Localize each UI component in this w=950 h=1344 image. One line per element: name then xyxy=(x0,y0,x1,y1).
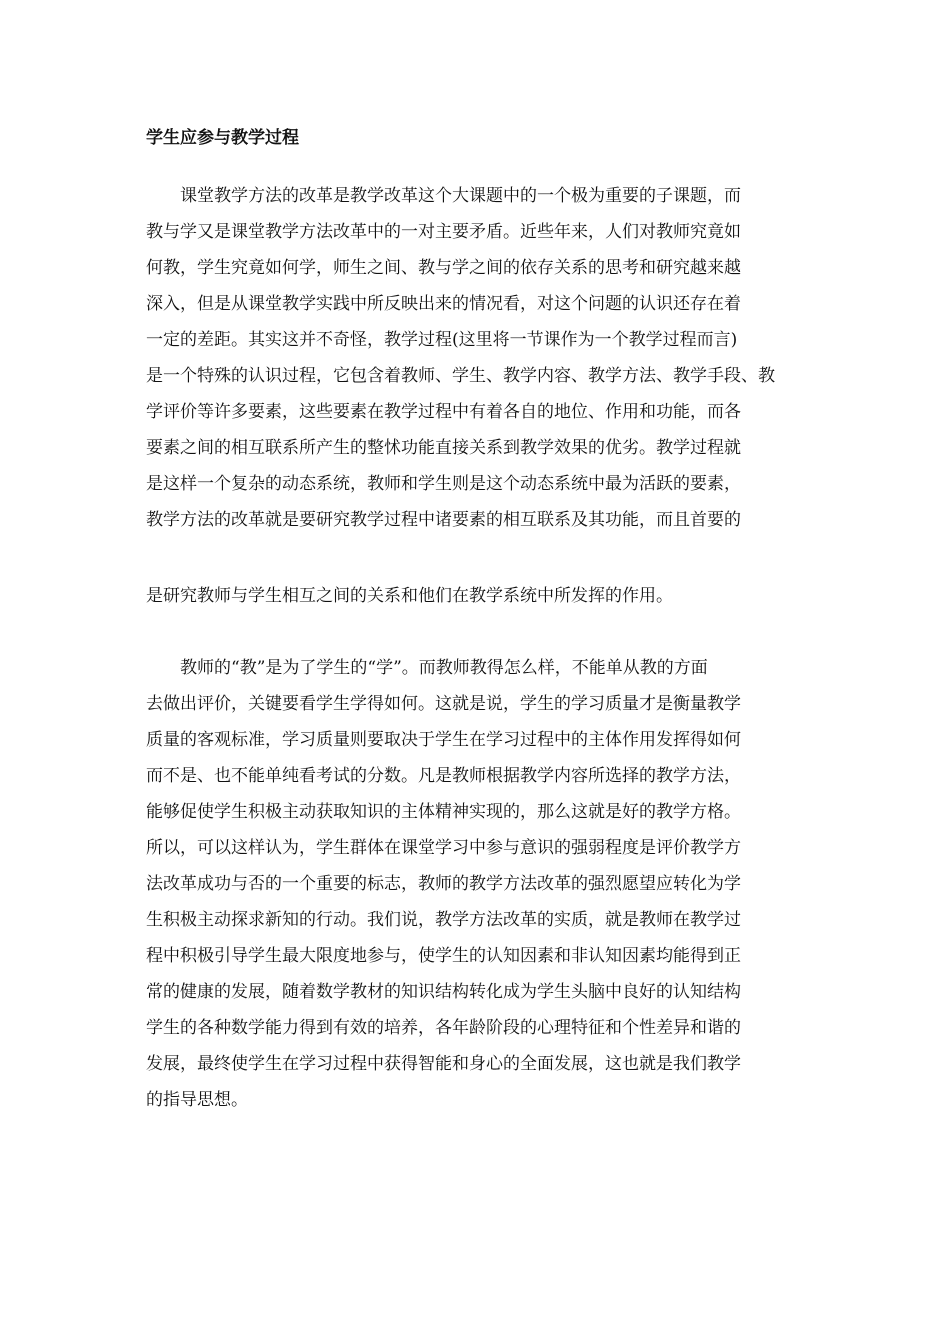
text-line: 生积极主动探求新知的行动。我们说，教学方法改革的实质，就是教师在教学过 xyxy=(146,910,741,930)
text-line: 一定的差距。其实这并不奇怪，教学过程(这里将一节课作为一个教学过程而言) xyxy=(146,330,738,350)
paragraph-1 xyxy=(146,178,810,538)
paragraph-2 xyxy=(146,650,810,1118)
text-line: 程中积极引导学生最大限度地参与，使学生的认知因素和非认知因素均能得到正 xyxy=(146,946,741,966)
text-line: 所以，可以这样认为，学生群体在课堂学习中参与意识的强弱程度是评价教学方 xyxy=(146,838,741,858)
text-line: 学评价等许多要素，这些要素在教学过程中有着各自的地位、作用和功能，而各 xyxy=(146,402,741,422)
text-line: 发展，最终使学生在学习过程中获得智能和身心的全面发展，这也就是我们教学 xyxy=(146,1054,741,1074)
text-line: 能够促使学生积极主动获取知识的主体精神实现的，那么这就是好的教学方格。 xyxy=(146,802,741,822)
text-line: 的指导思想。 xyxy=(146,1090,248,1110)
text-line: 质量的客观标准，学习质量则要取决于学生在学习过程中的主体作用发挥得如何 xyxy=(146,730,741,750)
text-line: 课堂教学方法的改革是教学改革这个大课题中的一个极为重要的子课题，而 xyxy=(146,186,741,206)
text-line: 何教，学生究竟如何学，师生之间、教与学之间的依存关系的思考和研究越来越 xyxy=(146,258,741,278)
text-line: 是研究教师与学生相互之间的关系和他们在教学系统中所发挥的作用。 xyxy=(146,586,673,606)
text-line: 教与学又是课堂教学方法改革中的一对主要矛盾。近些年来，人们对教师究竟如 xyxy=(146,222,741,242)
text-line: 是这样一个复杂的动态系统，教师和学生则是这个动态系统中最为活跃的要素， xyxy=(146,474,741,494)
document-title: 学生应参与教学过程 xyxy=(146,128,299,148)
text-line: 教师的“教”是为了学生的“学”。而教师教得怎么样，不能单从教的方面 xyxy=(146,658,708,678)
text-line: 要素之间的相互联系所产生的整怵功能直接关系到教学效果的优劣。教学过程就 xyxy=(146,438,741,458)
text-line: 去做出评价，关键要看学生学得如何。这就是说，学生的学习质量才是衡量教学 xyxy=(146,694,741,714)
paragraph-1-tail xyxy=(146,578,810,614)
text-line: 学生的各种数学能力得到有效的培养，各年龄阶段的心理特征和个性差异和谐的 xyxy=(146,1018,741,1038)
text-line: 是一个特殊的认识过程，它包含着教师、学生、教学内容、教学方法、教学手段、教 xyxy=(146,366,775,386)
text-line: 常的健康的发展，随着数学教材的知识结构转化成为学生头脑中良好的认知结构 xyxy=(146,982,741,1002)
text-line: 深入，但是从课堂教学实践中所反映出来的情况看，对这个问题的认识还存在着 xyxy=(146,294,741,314)
text-line: 而不是、也不能单纯看考试的分数。凡是教师根据教学内容所选择的教学方法， xyxy=(146,766,741,786)
text-line: 教学方法的改革就是要研究教学过程中诸要素的相互联系及其功能，而且首要的 xyxy=(146,510,741,530)
text-line: 法改革成功与否的一个重要的标志，教师的教学方法改革的强烈愿望应转化为学 xyxy=(146,874,741,894)
